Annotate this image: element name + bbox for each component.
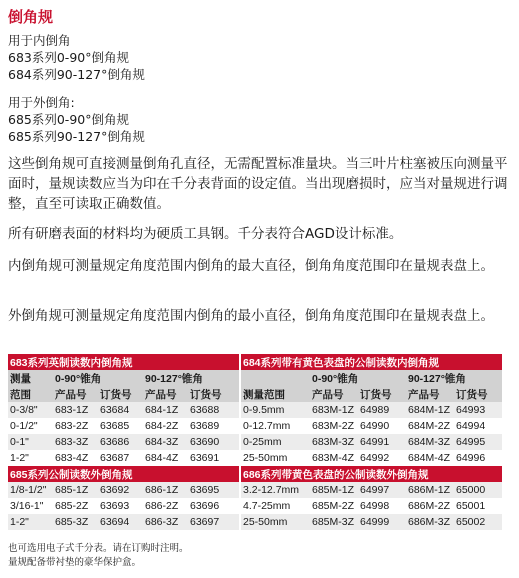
footnotes (8, 542, 189, 570)
table-cell: 25-50mm (240, 514, 310, 530)
product-header: 产品号 (310, 386, 358, 402)
table-cell: 63697 (188, 514, 240, 530)
outer-right-title: 686系列带黄色表盘的公制读数外倒角规 (240, 466, 502, 482)
product-header: 产品号 (406, 386, 454, 402)
table-cell: 1-2" (8, 450, 53, 466)
table-cell: 685-2Z (53, 498, 98, 514)
table-cell: 0-12.7mm (240, 418, 310, 434)
description-paragraph: 这些倒角规可直接测量倒角孔直径，无需配置标准量块。当三叶片柱塞被压向测量平面时，量规读数应当为印在千分表背面的设定值。当出现磨损时，应当对量规进行调整，直至可读取正确数值。 (8, 156, 508, 212)
table-cell: 684-1Z (143, 402, 188, 418)
table-cell: 65000 (454, 482, 502, 498)
footnote-electronic: 也可选用电子式千分表。请在订购时注明。 (8, 543, 189, 554)
table-cell: 63686 (98, 434, 143, 450)
product-header: 产品号 (53, 386, 98, 402)
table-cell: 64993 (454, 402, 502, 418)
table-cell: 63692 (98, 482, 143, 498)
table-cell: 63690 (188, 434, 240, 450)
range-header-metric: 测量范围 (240, 386, 310, 402)
outer-measure-paragraph: 外倒角规可测量规定角度范围内倒角的最小直径，倒角角度范围印在量规表盘上。 (8, 308, 494, 324)
order-header: 订货号 (454, 386, 502, 402)
outer-title-row (8, 466, 502, 482)
table-cell: 683M-3Z (310, 434, 358, 450)
table-cell: 686M-3Z (406, 514, 454, 530)
table-cell: 685M-3Z (310, 514, 358, 530)
table-cell: 0-9.5mm (240, 402, 310, 418)
inner-title-row (8, 354, 502, 370)
outer-rows (8, 482, 502, 530)
table-cell: 685-1Z (53, 482, 98, 498)
table-cell: 63684 (98, 402, 143, 418)
inner-gauge-section (8, 32, 145, 83)
table-cell: 3/16-1" (8, 498, 53, 514)
table-row (8, 498, 502, 514)
table-cell: 684-4Z (143, 450, 188, 466)
outer-gauge-section (8, 94, 145, 145)
inner-heading: 用于内倒角 (8, 33, 71, 48)
product-header: 产品号 (143, 386, 188, 402)
table-cell: 1/8-1/2" (8, 482, 53, 498)
inner-line-683: 683系列0-90°倒角规 (8, 50, 129, 65)
table-cell: 65001 (454, 498, 502, 514)
table-cell: 64999 (358, 514, 406, 530)
outer-left-title: 685系列公制读数外倒角规 (8, 466, 240, 482)
table-cell: 1-2" (8, 514, 53, 530)
inner-inch-title: 683系列英制读数内倒角规 (8, 354, 240, 370)
table-cell: 686-1Z (143, 482, 188, 498)
column-header-row (8, 386, 502, 402)
outer-heading: 用于外倒角: (8, 95, 75, 110)
table-cell: 64998 (358, 498, 406, 514)
order-header: 订货号 (98, 386, 143, 402)
inner-line-684: 684系列90-127°倒角规 (8, 67, 145, 82)
table-cell: 63693 (98, 498, 143, 514)
table-cell: 63695 (188, 482, 240, 498)
table-cell: 63685 (98, 418, 143, 434)
table-cell: 4.7-25mm (240, 498, 310, 514)
table-cell: 685M-1Z (310, 482, 358, 498)
table-cell: 0-1" (8, 434, 53, 450)
table-cell: 64992 (358, 450, 406, 466)
table-cell: 64996 (454, 450, 502, 466)
table-cell: 683-2Z (53, 418, 98, 434)
table-cell: 684M-3Z (406, 434, 454, 450)
footnote-case: 量规配备带衬垫的豪华保护盒。 (8, 557, 142, 568)
table-cell: 684M-2Z (406, 418, 454, 434)
table-row (8, 434, 502, 450)
table-cell: 685-3Z (53, 514, 98, 530)
table-cell: 683-1Z (53, 402, 98, 418)
table-cell: 684-2Z (143, 418, 188, 434)
table-cell: 686M-2Z (406, 498, 454, 514)
table-cell: 0-3/8" (8, 402, 53, 418)
table-cell: 683M-4Z (310, 450, 358, 466)
table-cell: 686-2Z (143, 498, 188, 514)
table-cell: 683-4Z (53, 450, 98, 466)
table-cell: 64989 (358, 402, 406, 418)
range-header-2: 范围 (8, 386, 53, 402)
inner-measure-paragraph: 内倒角规可测量规定角度范围内倒角的最大直径，倒角角度范围印在量规表盘上。 (8, 258, 494, 274)
angle-a-header: 0-90°锥角 (53, 370, 143, 386)
table-row (8, 418, 502, 434)
table-cell: 686M-1Z (406, 482, 454, 498)
table-cell: 0-25mm (240, 434, 310, 450)
angle-b-header-metric: 90-127°锥角 (406, 370, 502, 386)
table-cell: 25-50mm (240, 450, 310, 466)
gauge-table (8, 354, 502, 530)
order-header: 订货号 (188, 386, 240, 402)
table-cell: 63689 (188, 418, 240, 434)
table-cell: 64994 (454, 418, 502, 434)
table-row (8, 514, 502, 530)
inner-rows (8, 402, 502, 466)
outer-line-685: 685系列0-90°倒角规 (8, 112, 129, 127)
table-cell: 64995 (454, 434, 502, 450)
table-cell: 683-3Z (53, 434, 98, 450)
table-cell: 64997 (358, 482, 406, 498)
table-cell: 63694 (98, 514, 143, 530)
outer-line-685b: 685系列90-127°倒角规 (8, 129, 145, 144)
table-row (8, 450, 502, 466)
table-cell: 64991 (358, 434, 406, 450)
table-cell: 65002 (454, 514, 502, 530)
table-cell: 63687 (98, 450, 143, 466)
page-title: 倒角规 (8, 8, 54, 26)
table-cell: 683M-1Z (310, 402, 358, 418)
angle-b-header: 90-127°锥角 (143, 370, 240, 386)
range-header: 测量 (8, 370, 53, 386)
table-cell: 684M-1Z (406, 402, 454, 418)
table-cell: 63691 (188, 450, 240, 466)
table-cell: 0-1/2" (8, 418, 53, 434)
table-cell: 3.2-12.7mm (240, 482, 310, 498)
angle-header-row (8, 370, 502, 386)
table-cell: 685M-2Z (310, 498, 358, 514)
order-header: 订货号 (358, 386, 406, 402)
table-cell: 63688 (188, 402, 240, 418)
table-cell: 683M-2Z (310, 418, 358, 434)
inner-metric-title: 684系列带有黄色表盘的公制读数内倒角规 (240, 354, 502, 370)
table-cell: 684M-4Z (406, 450, 454, 466)
angle-a-header-metric: 0-90°锥角 (310, 370, 406, 386)
material-paragraph: 所有研磨表面的材料均为硬质工具钢。千分表符合AGD设计标准。 (8, 226, 403, 242)
table-row (8, 482, 502, 498)
table-cell: 684-3Z (143, 434, 188, 450)
table-cell: 64990 (358, 418, 406, 434)
table-cell: 686-3Z (143, 514, 188, 530)
table-cell: 63696 (188, 498, 240, 514)
table-row (8, 402, 502, 418)
